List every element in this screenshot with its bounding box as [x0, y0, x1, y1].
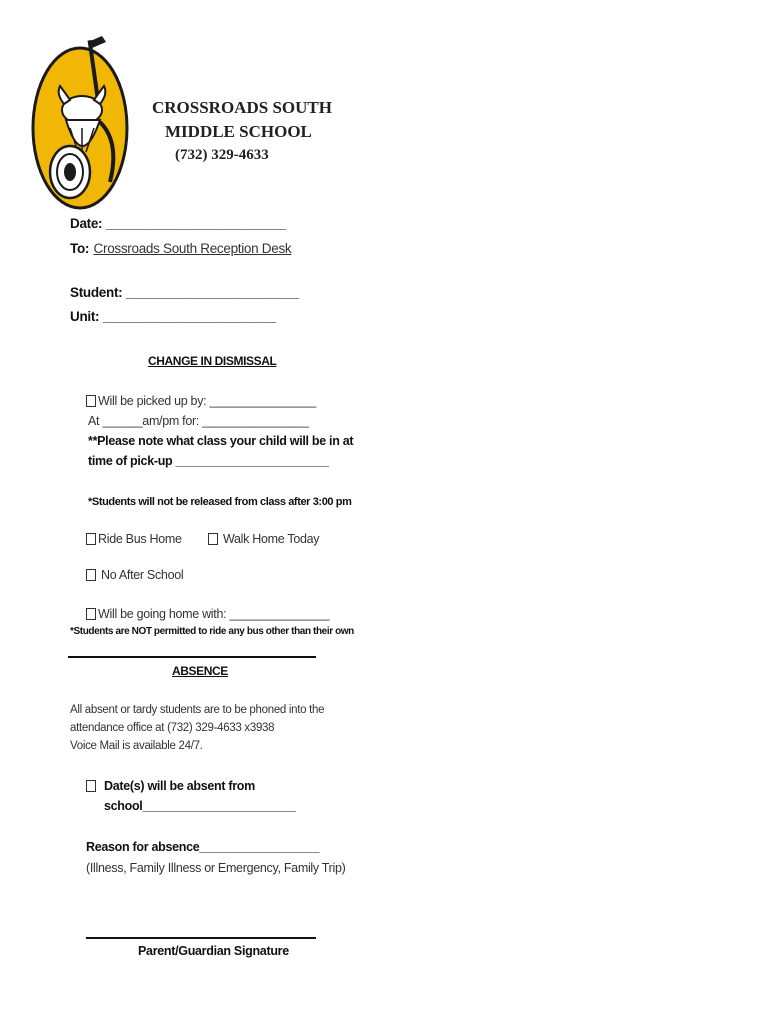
release-note: *Students will not be released from class after 3:00 pm: [88, 496, 352, 508]
school-logo: [30, 32, 130, 210]
going-home-checkbox[interactable]: [86, 608, 96, 620]
unit-label: Unit:: [70, 309, 100, 324]
absence-para-line2: attendance office at (732) 329-4633 x3938: [70, 722, 275, 734]
picked-up-checkbox[interactable]: [86, 395, 96, 407]
picked-up-text: Will be picked up by: ________________: [98, 394, 316, 408]
walk-home-checkbox[interactable]: [208, 533, 218, 545]
unit-blank: ________________________: [102, 309, 276, 324]
at-line: At ______am/pm for: ________________: [88, 414, 309, 428]
going-home-option[interactable]: [86, 607, 329, 621]
to-line: [70, 240, 291, 258]
no-after-text: No After School: [101, 568, 184, 582]
school-name-line1: CROSSROADS SOUTH: [152, 98, 332, 117]
walk-home-option[interactable]: [208, 532, 319, 546]
to-value: Crossroads South Reception Desk: [93, 241, 292, 256]
absence-heading: ABSENCE: [172, 664, 228, 678]
walk-home-text: Walk Home Today: [223, 532, 320, 546]
reason-hint: (Illness, Family Illness or Emergency, Family Trip): [86, 861, 346, 875]
school-name-line2: MIDDLE SCHOOL: [165, 122, 312, 141]
no-after-option[interactable]: [86, 568, 183, 582]
section-divider: [68, 656, 316, 658]
absence-para-line1: All absent or tardy students are to be phoned into the: [70, 704, 325, 716]
no-after-checkbox[interactable]: [86, 569, 96, 581]
student-label: Student:: [70, 285, 123, 300]
date-blank: _________________________: [105, 216, 286, 231]
ride-bus-text: Ride Bus Home: [98, 532, 182, 546]
absent-dates-checkbox[interactable]: [86, 780, 96, 792]
date-label: Date:: [70, 216, 103, 231]
school-phone: (732) 329-4633: [175, 147, 269, 163]
unit-line: [70, 309, 276, 324]
absent-dates-text: Date(s) will be absent from: [104, 779, 255, 793]
signature-line: [86, 937, 316, 939]
absent-dates-option[interactable]: [86, 779, 255, 793]
going-home-text: Will be going home with: _______________: [98, 607, 330, 621]
absence-para-line3: Voice Mail is available 24/7.: [70, 740, 203, 752]
signature-label: Parent/Guardian Signature: [138, 944, 289, 958]
student-line: [70, 285, 299, 300]
picked-up-option[interactable]: [86, 394, 316, 408]
date-line: [70, 216, 286, 231]
student-blank: ________________________: [125, 285, 299, 300]
pickup-note-line1: **Please note what class your child will be in at: [88, 434, 354, 448]
reason-label: Reason for absence__________________: [86, 840, 320, 854]
absent-dates-line2: school_______________________: [104, 799, 296, 813]
ride-bus-checkbox[interactable]: [86, 533, 96, 545]
to-label: To:: [70, 241, 90, 256]
dismissal-heading: CHANGE IN DISMISSAL: [148, 354, 277, 368]
bus-note: *Students are NOT permitted to ride any bus other than their own: [70, 626, 354, 637]
ride-bus-option[interactable]: [86, 532, 182, 546]
pickup-note-line2: time of pick-up _______________________: [88, 454, 329, 468]
